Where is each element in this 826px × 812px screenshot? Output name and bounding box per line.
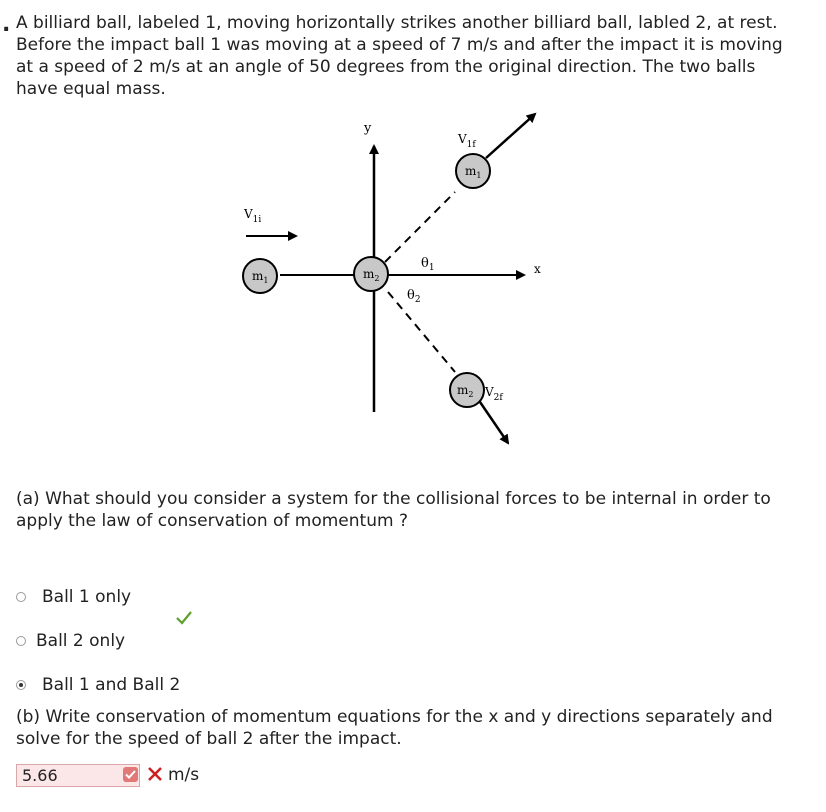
radio-ball-1-and-2[interactable] — [16, 680, 26, 690]
option-ball-2-only[interactable] — [16, 630, 125, 652]
ball-2-final-label: $m_2$ — [457, 383, 474, 399]
x-axis-label: x — [534, 262, 541, 276]
theta-1-label: $\theta_1$ — [421, 256, 435, 273]
ball-1-final-label: $m_1$ — [465, 164, 482, 180]
theta-2-label: $\theta_2$ — [407, 288, 421, 305]
incorrect-x-icon — [147, 766, 163, 782]
ball-2-path — [388, 292, 455, 372]
bullet-dot: . — [2, 12, 11, 37]
option-label: Ball 2 only — [36, 631, 126, 651]
y-axis-label: y — [364, 121, 372, 136]
speed-answer-input[interactable] — [16, 764, 140, 787]
v1f-label: $V_{1f}$ — [458, 132, 476, 150]
correct-check-icon — [176, 611, 192, 625]
ball-1-path — [385, 192, 455, 262]
correctness-badge-icon — [123, 767, 138, 782]
radio-ball-2-only[interactable] — [16, 636, 26, 646]
ball-1-initial-label: $m_1$ — [252, 269, 269, 285]
v2f-label: $V_{2f}$ — [485, 385, 503, 403]
part-b-question: (b) Write conservation of momentum equations for the x and y directions separately and solve for the speed of ball 2 after the impact. — [16, 707, 773, 749]
v1f-arrow — [486, 114, 535, 158]
option-ball-1-and-2[interactable] — [16, 674, 180, 696]
problem-statement: A billiard ball, labeled 1, moving horizontally strikes another billiard ball, labled 2, at rest. Before the impact ball 1 was moving at a speed of 7 m/s and after the impact it is moving at a speed of 2 m/s at an angle of 50 degrees from the original direction. The two balls have equal mass. — [16, 13, 783, 99]
option-label: Ball 1 only — [42, 587, 132, 607]
v1i-label: $V_{1i}$ — [244, 207, 262, 225]
option-label: Ball 1 and Ball 2 — [42, 675, 181, 695]
option-ball-1-only[interactable] — [16, 586, 131, 608]
unit-label: m/s — [168, 765, 200, 785]
ball-2-initial-label: $m_2$ — [363, 267, 380, 283]
collision-diagram — [230, 112, 570, 452]
part-a-question: (a) What should you consider a system for the collisional forces to be internal in order to apply the law of conservation of momentum ? — [16, 489, 771, 531]
v2f-arrow — [480, 402, 508, 443]
radio-ball-1-only[interactable] — [16, 592, 26, 602]
